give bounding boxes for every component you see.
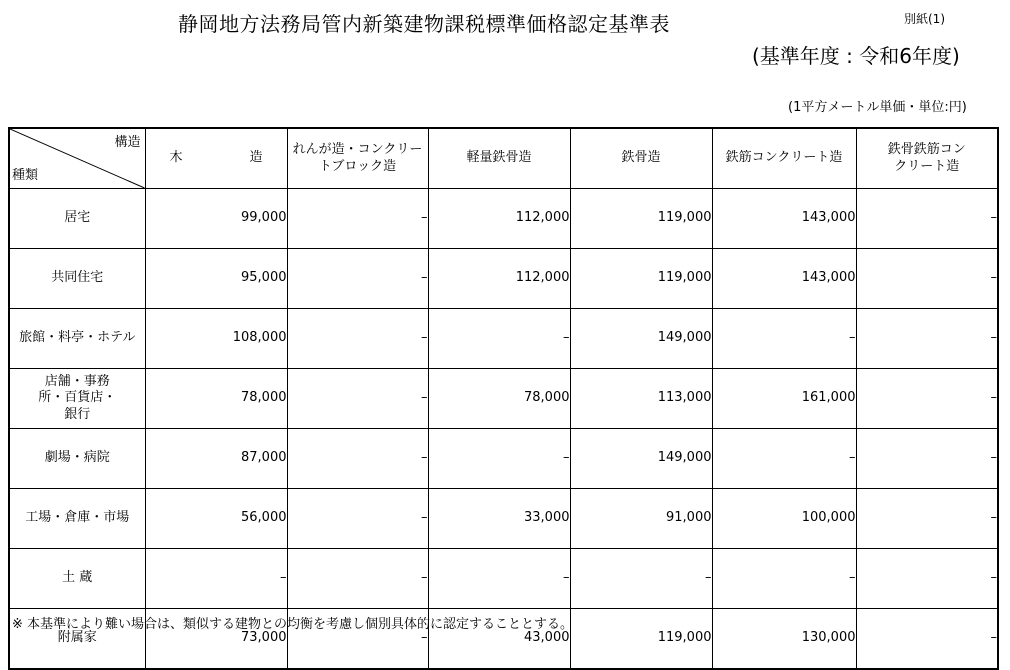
price-cell: – [287,549,428,609]
price-cell: – [856,309,998,369]
table-row [9,429,998,489]
col-light-steel: 軽量鉄骨造 [428,128,570,189]
table-row [9,189,998,249]
price-cell: 33,000 [428,489,570,549]
price-cell: – [712,429,856,489]
table-row [9,549,998,609]
annex-label: 別紙(1) [904,12,945,26]
price-cell: – [287,369,428,429]
price-cell: 112,000 [428,189,570,249]
price-cell: – [570,549,712,609]
price-cell: – [287,189,428,249]
table-row [9,309,998,369]
row-type-name: 居宅 [9,189,145,249]
price-cell: – [856,249,998,309]
price-cell: – [856,429,998,489]
document-title: 静岡地方法務局管内新築建物課税標準価格認定基準表 [178,12,670,36]
price-cell: 78,000 [428,369,570,429]
price-cell: 100,000 [712,489,856,549]
price-cell: – [287,609,428,670]
price-cell: – [856,549,998,609]
corner-header [9,128,145,189]
price-cell: – [287,429,428,489]
row-type-name: 工場・倉庫・市場 [9,489,145,549]
price-cell: 112,000 [428,249,570,309]
price-cell: 119,000 [570,189,712,249]
col-src: 鉄骨鉄筋コンクリート造 [856,128,998,189]
price-cell: 113,000 [570,369,712,429]
row-type-name: 店舗・事務所・百貨店・銀行 [9,369,145,429]
table-row [9,249,998,309]
price-cell: – [856,189,998,249]
wood-char-1: 木 [169,150,183,166]
footnote: ※ 本基準により難い場合は、類似する建物との均衡を考慮し個別具体的に認定することとする。 [12,617,574,632]
price-cell: 143,000 [712,249,856,309]
price-cell: – [856,489,998,549]
price-cell: – [712,309,856,369]
wood-char-2: 造 [249,150,263,166]
col-brick: れんが造・コンクリートブロック造 [287,128,428,189]
row-type-name: 劇場・病院 [9,429,145,489]
table-row [9,369,998,429]
col-rc: 鉄筋コンクリート造 [712,128,856,189]
price-cell: 149,000 [570,309,712,369]
type-label: 種類 [12,167,39,183]
price-cell: – [856,609,998,670]
price-cell: 99,000 [145,189,287,249]
row-type-name: 土 蔵 [9,549,145,609]
price-cell: 91,000 [570,489,712,549]
price-cell: – [712,549,856,609]
price-cell: 108,000 [145,309,287,369]
price-cell: 149,000 [570,429,712,489]
unit-note: (1平方メートル単価・単位:円) [788,100,967,115]
row-type-name: 附属家 [9,609,145,670]
price-cell: 161,000 [712,369,856,429]
row-type-name: 旅館・料亭・ホテル [9,309,145,369]
price-cell: – [287,489,428,549]
price-cell: – [428,309,570,369]
header-row [9,128,998,189]
price-cell: 73,000 [145,609,287,670]
price-cell: 87,000 [145,429,287,489]
price-cell: 95,000 [145,249,287,309]
price-cell: 56,000 [145,489,287,549]
price-cell: 119,000 [570,609,712,670]
base-year: (基準年度 : 令和6年度) [752,44,960,68]
price-cell: – [428,549,570,609]
price-cell: 43,000 [428,609,570,670]
table-row [9,489,998,549]
row-type-name: 共同住宅 [9,249,145,309]
price-cell: – [287,249,428,309]
price-cell: 143,000 [712,189,856,249]
price-cell: – [428,429,570,489]
structure-label: 構造 [114,135,141,150]
price-cell: – [145,549,287,609]
price-table [8,127,999,670]
price-cell: – [287,309,428,369]
price-cell: 130,000 [712,609,856,670]
price-cell: – [856,369,998,429]
col-steel: 鉄骨造 [570,128,712,189]
price-cell: 78,000 [145,369,287,429]
price-cell: 119,000 [570,249,712,309]
col-wood [145,128,287,189]
